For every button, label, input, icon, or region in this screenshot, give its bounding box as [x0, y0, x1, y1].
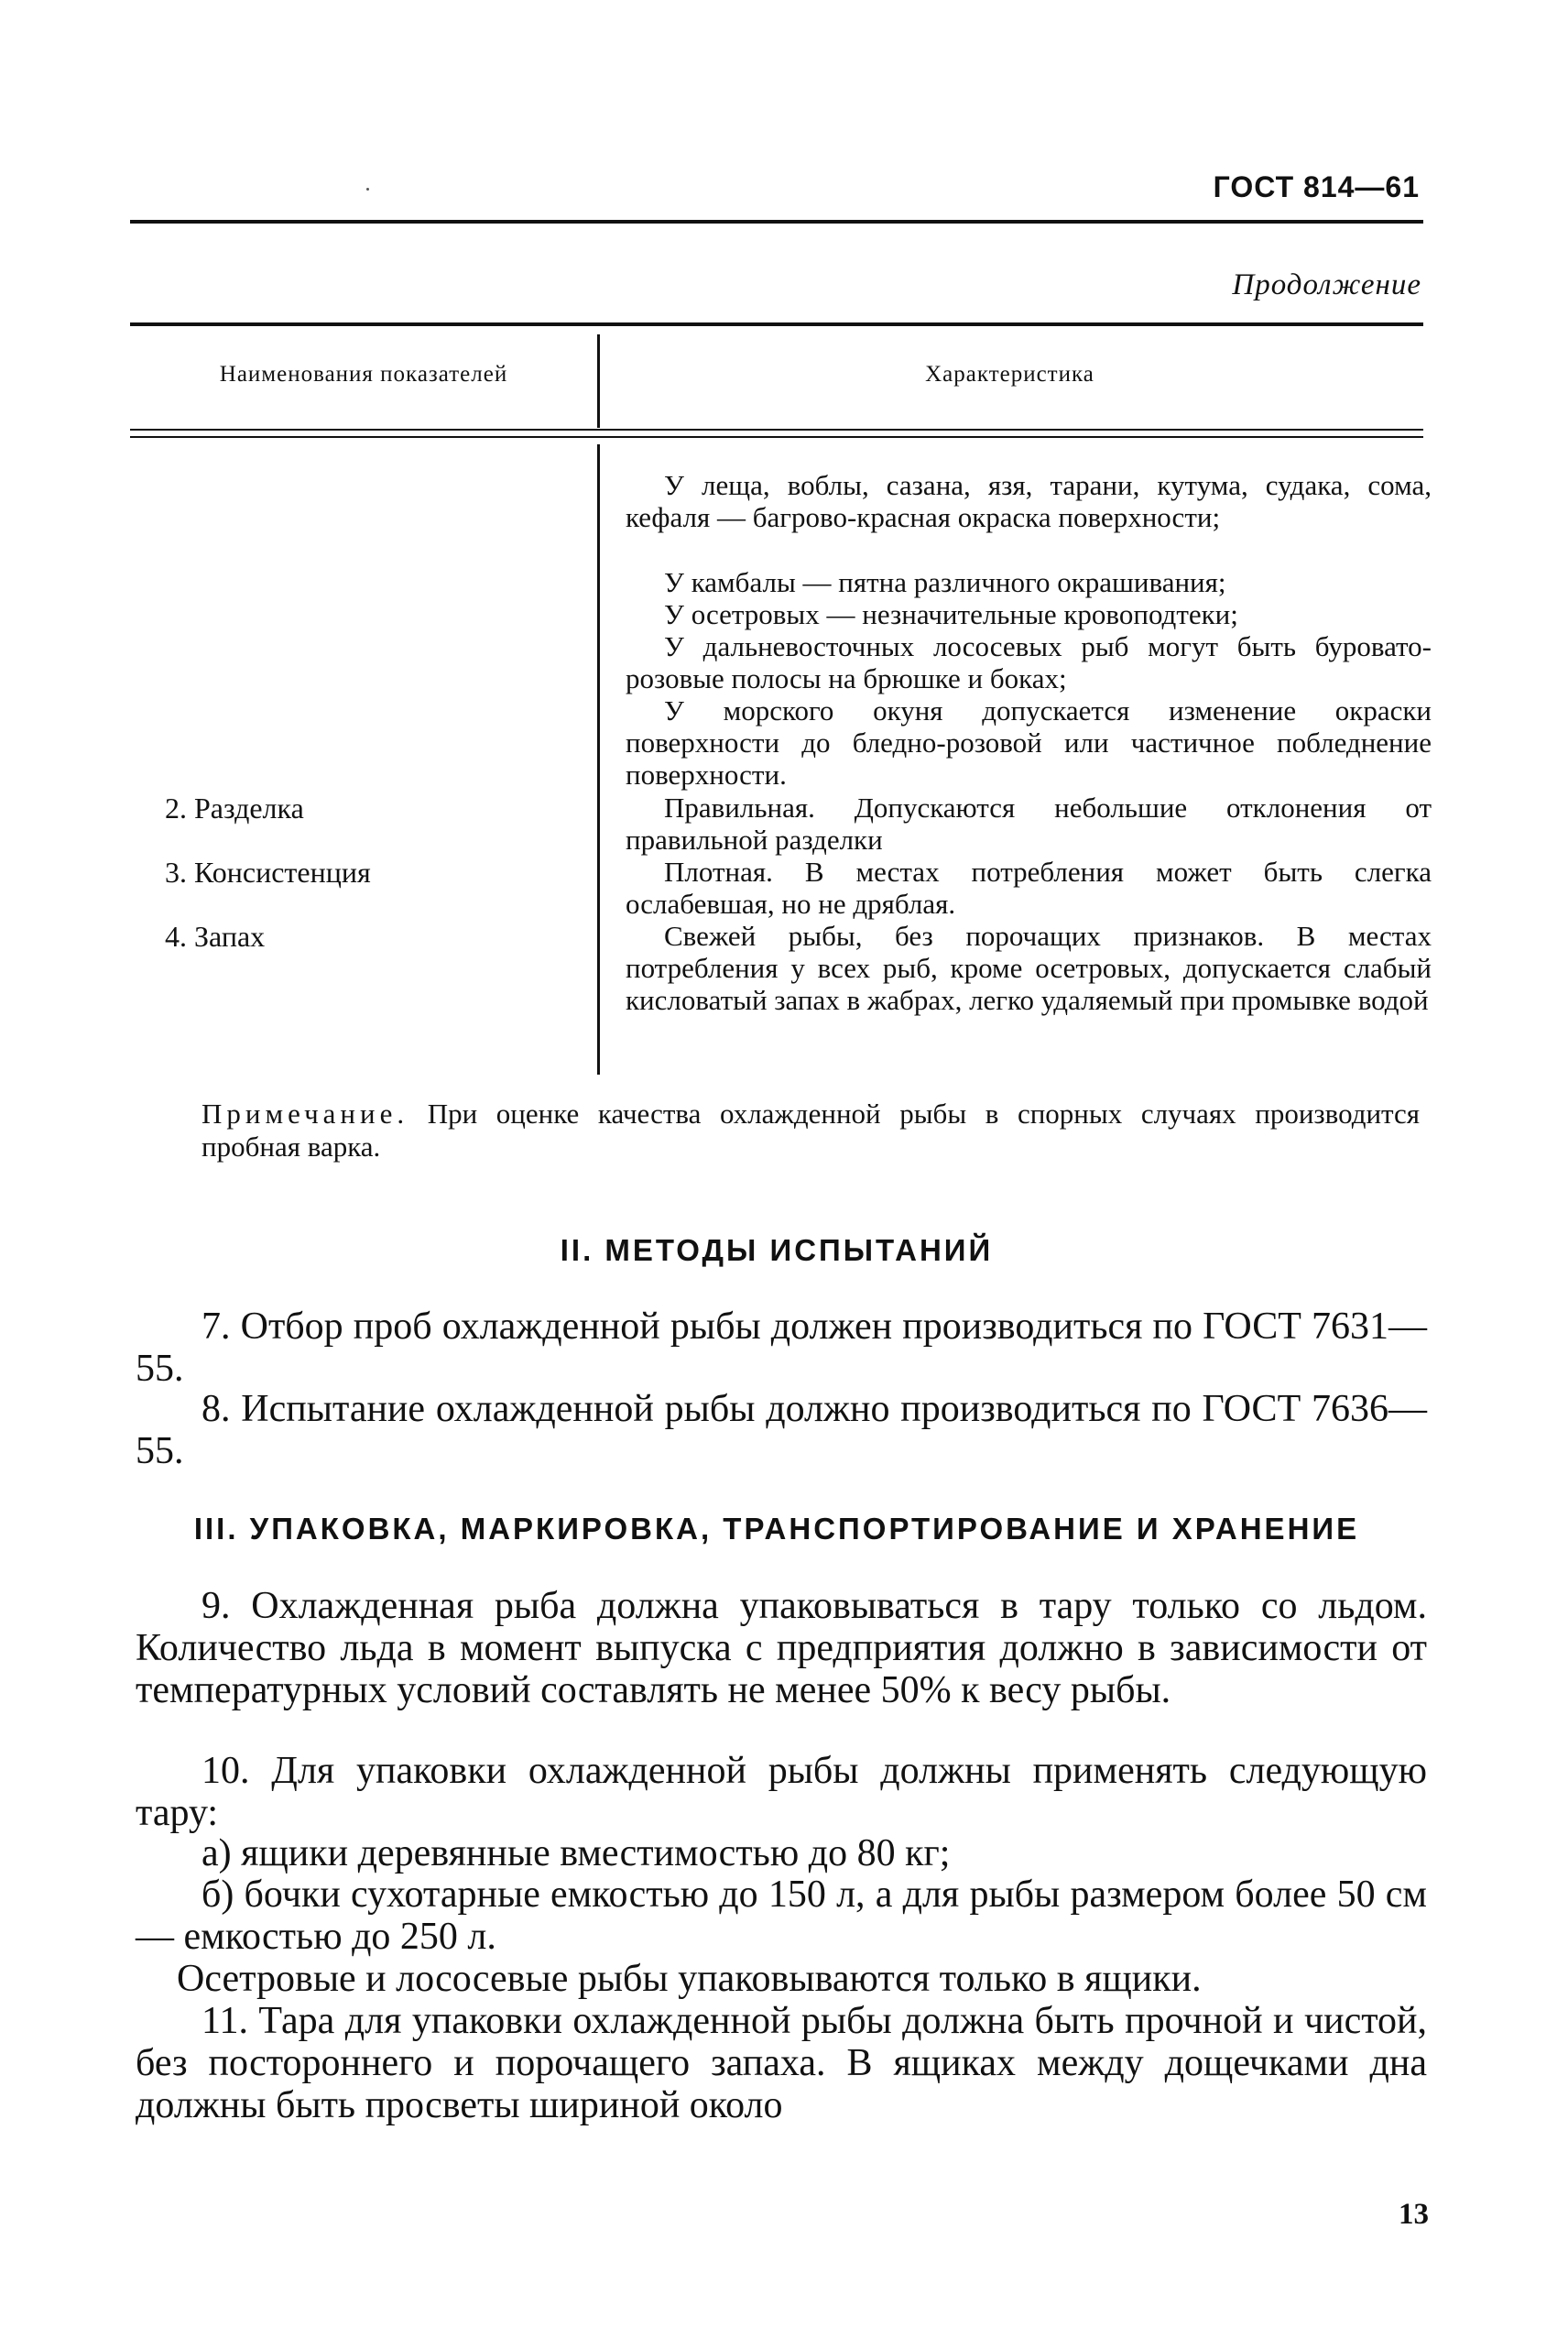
characteristic-smell: Свежей рыбы, без порочащих признаков. В местах потребления у всех рыб, кроме осетровых, допускается слабый кисловатый запах в жабрах, легко удаляемый при промывке водой: [626, 920, 1432, 1016]
scan-speck: [366, 188, 369, 191]
table-header-divider: [597, 334, 600, 428]
indicator-consistency: 3. Консистенция: [165, 856, 371, 889]
note-text: При оценке качества охлажденной рыбы в спорных случаях производится пробная варка.: [201, 1098, 1421, 1163]
paragraph-9: 9. Охлажденная рыба должна упаковываться в тару только со льдом. Количество льда в момент выпуска с предприятия должно в зависимости от температурных условий составлять не менее 50% к весу рыбы.: [136, 1585, 1427, 1711]
column-header-characteristic: Характеристика: [925, 362, 1094, 387]
section-title-methods: II. МЕТОДЫ ИСПЫТАНИЙ: [560, 1233, 994, 1267]
paragraph-11: 11. Тара для упаковки охлажденной рыбы должна быть прочной и чистой, без постороннего и порочащего запаха. В ящиках между дощечками дна должны быть просветы шириной около: [136, 2000, 1427, 2126]
note-label: Примечание.: [201, 1098, 409, 1130]
column-header-indicator: Наименования показателей: [219, 362, 508, 387]
header-rule: [130, 220, 1423, 224]
indicator-cutting: 2. Разделка: [165, 792, 304, 825]
table-header-rule-2: [130, 436, 1423, 438]
characteristic-consistency: Плотная. В местах потребления может быть слегка ослабевшая, но не дряблая.: [626, 856, 1432, 920]
paragraph-8: 8. Испытание охлажденной рыбы должно производиться по ГОСТ 7636—55.: [136, 1388, 1427, 1472]
section-title-packaging: III. УПАКОВКА, МАРКИРОВКА, ТРАНСПОРТИРОВАНИЕ И ХРАНЕНИЕ: [193, 1512, 1360, 1546]
characteristic-cutting: Правильная. Допускаются небольшие отклонения от правильной разделки: [626, 792, 1432, 856]
list-item-a: а) ящики деревянные вместимостью до 80 кг;: [201, 1832, 951, 1874]
characteristic-line: У морского окуня допускается изменение окраски поверхности до бледно-розовой или частичное побледнение поверхности.: [626, 694, 1432, 791]
characteristic-line: У камбалы — пятна различного окрашивания;: [664, 566, 1226, 598]
characteristic-line: У леща, воблы, сазана, язя, тарани, кутума, судака, сома, кефаля — багрово-красная окраска поверхности;: [626, 469, 1432, 533]
indicator-smell: 4. Запах: [165, 920, 266, 953]
characteristic-line: У осетровых — незначительные кровоподтеки;: [664, 598, 1238, 630]
continuation-label: Продолжение: [1232, 268, 1421, 301]
paragraph-sturgeon: Осетровые и лососевые рыбы упаковываются только в ящики.: [177, 1958, 1202, 2000]
table-header-rule-1: [130, 429, 1423, 431]
paragraph-10: 10. Для упаковки охлажденной рыбы должны применять следующую тару:: [136, 1750, 1427, 1834]
list-item-b: б) бочки сухотарные емкостью до 150 л, а для рыбы размером более 50 см — емкостью до 250 л.: [136, 1874, 1427, 1958]
note: [201, 1098, 1420, 1164]
document-code: ГОСТ 814—61: [1213, 170, 1420, 203]
table-body-divider: [597, 444, 600, 1075]
characteristic-line: У дальневосточных лососевых рыб могут быть буровато-розовые полосы на брюшке и боках;: [626, 630, 1432, 694]
page-number: 13: [1399, 2198, 1429, 2231]
table-top-rule: [130, 322, 1423, 326]
paragraph-7: 7. Отбор проб охлажденной рыбы должен производиться по ГОСТ 7631—55.: [136, 1306, 1427, 1390]
